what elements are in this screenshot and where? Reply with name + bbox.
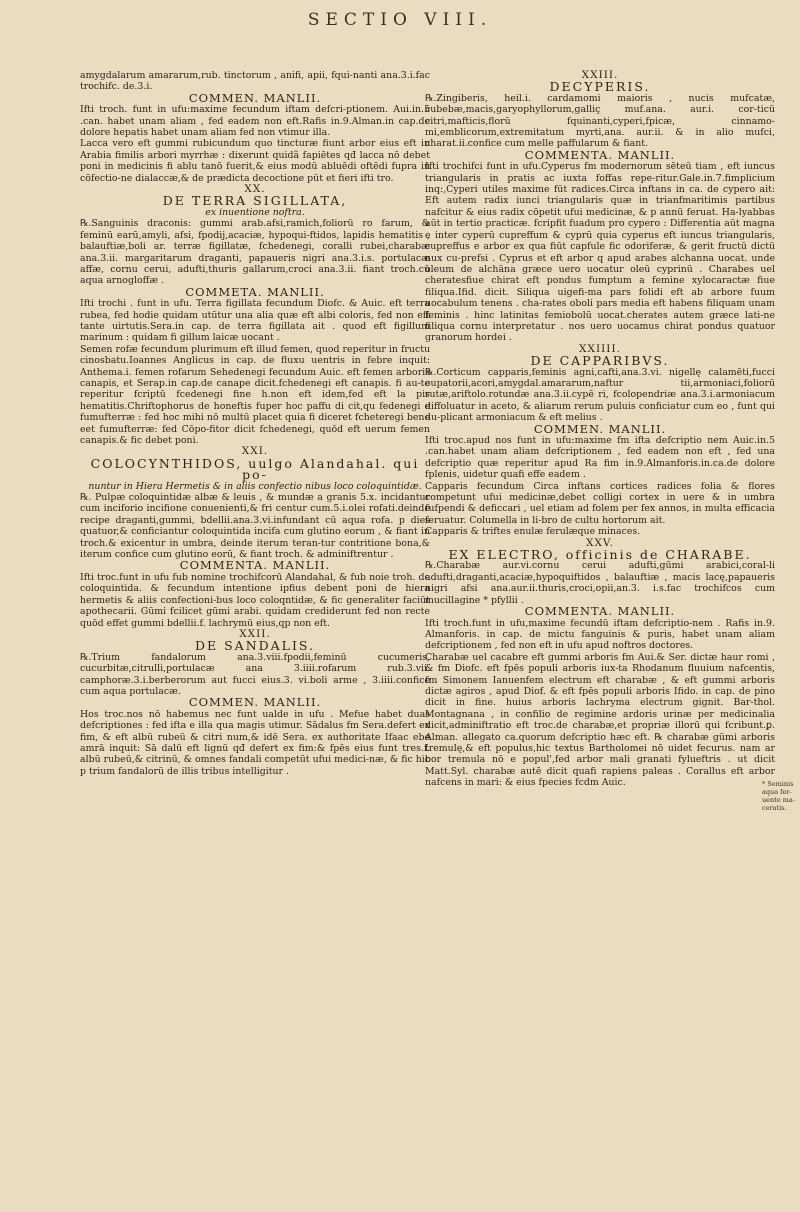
section-title: DE SANDALIS.: [194, 638, 316, 654]
section-number: XXII.: [239, 627, 271, 640]
commentary-heading: COMMEN. MANLII.: [188, 90, 322, 105]
paragraph: ℞.Zingiberis, heil.i. cardamomi maioris , nucis mufcatæ, cubebæ,macis,garyophyllorum,galliç muf.ana. aur.i. cor-ticū citri,mafticis,florū fquinanti,cyperi,fpicæ, cinnamo-mi,emblicorum,extremitatum myrti,ana. aur.ii. & in alio mufci, charat.ii.confice cum melle paffularum & fiant.: [425, 92, 775, 150]
paragraph: ℞.Sanguinis draconis: gummi arab.afsi,ramich,foliorū ro farum, & feminū earū,amyli, afsi, fpodij,acaciæ, hypoqui-ftidos, lapidis hematitis , balauftiæ,boli ar. terræ figillatæ, fchedenegi, coralli rubei,charabæ ana.3.ii. margaritarum draganti, papaueris nigri ana.3.i.s. portulacæ affæ, cornu cerui, adufti,thuris gallarum,croci ana.3.ii. fiant troch.cū aqua arnogloffæ .: [80, 218, 430, 287]
section-number: XXIIII.: [579, 342, 621, 355]
section-number: XX.: [244, 183, 266, 196]
paragraph: Ifti troch. funt in ufu:maxime fecundum iftam defcri-ptionem. Aui.in.5 .can. habet unam aliam , fed eadem non eft.Rafis in.9.Alman.in cap.de dolore hepatis habet unam aliam fed non vtimur illa.: [80, 104, 430, 139]
commentary-heading: COMMENTA. MANLII.: [524, 147, 676, 162]
paragraph: Ifti trochi . funt in ufu. Terra figillata fecundum Diofc. & Auic. eft terra rubea, fed hodie quidam utūtur una alia quæ eft albi coloris, fed non eft tante uirtutis.Sera.in cap. de terra figillata ait . quod eft figillum marinum : quidam fi gillum laicæ uocant .: [80, 298, 430, 344]
paragraph: ℞.Charabæ aur.vi.cornu cerui adufti,gūmi arabici,coral-li adufti,draganti,acaciæ,hypoquiftidos , balauftiæ , macis lacę,papaueris nigri afsi ana.aur.ii.thuris,croci,opii,an.3. i.s.fac trochifcos cum mucillagine * pfyllii .: [425, 560, 775, 606]
section-title: EX ELECTRO, officinis de CHARABE.: [448, 547, 752, 563]
paragraph: Ifti troc.apud nos funt in ufu:maxime fm ifta defcriptio nem Auic.in.5 .can.habet unam aliam defcriptionem , fed eadem non eft , fed una defcriptio quæ reperitur apud Ra fim in.9.Almanforis.in.ca.de dolore fplenis, uidetur quafi effe eadem .: [425, 435, 775, 481]
section-number: XXV.: [585, 536, 615, 549]
paragraph: ℞. Pulpæ coloquintidæ albæ & leuis , & mundæ a granis 5.x. incidantur cum inciforio incifione conuenienti,& fri centur cum.5.i.olei rofati.deinde recipe draganti,gummi, bdellii.ana.3.vi.infundant cū aqua rofa. p dies quatuor,& conficiantur coloquintida incifa cum glutino eorum , & fiant in troch.& exicentur in umbra, deinde iterum teran-tur contritione bona,& iterum confice cum glutino eorū, & fiant troch. & adminiftrentur .: [80, 492, 430, 561]
section-title: DECYPERIS.: [549, 79, 651, 95]
section-title: DE CAPPARIBVS.: [530, 353, 670, 369]
running-head: SECTIO VIII.: [307, 10, 493, 30]
section-subtitle: ex inuentione noftra.: [205, 206, 305, 218]
margin-note: * Seminis aqua fer- uente ma- ceratis.: [762, 780, 795, 812]
paragraph: ℞.Trium fandalorum ana.3.viii.fpodii,feminū cucumeris, cucurbitæ,citrulli,portulacæ ana 3.iiii.rofarum rub.3.vii. camphoræ.3.i.berberorum aut fucci eius.3. vi.boli arme , 3.iiii.confice cum aqua portulacæ.: [80, 651, 430, 697]
paragraph: Charabæ uel cacabre eft gummi arboris fm Aui.& Ser. dictæ haur romi , & fm Diofc. eft fpēs populi arboris iux-ta Rhodanum fluuium nafcentis, fm Simonem Ianuenfem electrum eft charabæ , & eft gummi arboris dictæ agiros , apud Diof. & eft fpēs populi arboris Ifido. in cap. de pino dicit in fine. huius arboris lachryma electrum gignit. Bar-thol. Montagnana , in confilio de regimine ardoris urinæ per medicinalia dicit,adminiftratio eft troc.de charabæ,et propriæ illorū qui fcribunt.ꝑ. Alman. allegato ca.quorum defcriptio hæc eft. ℞ charabæ gūmi arboris tremulę,& eft populus,hic textus Bartholomei nō uidet fecurus. nam ar bor tremula nō e popul',fed arbor mali granati fylueftris . ut dicit Matt.Syl. charabæ autē dicit quafi rapiens paleas . Corallus eft arbor nafcens in mari: & eius fpecies fcdm Auic.: [425, 651, 775, 789]
paragraph: Ifti troc.funt in ufu fub nomine trochifcorū Alandahal, & fub noie troh. de coloquintida. & fecundum intentione ipfius debent poni de hiera hermetis & aliis confectioni-bus loco coloqntidæ, & fic generaliter faciūt apothecarii. Gūmi fcilicet gūmi arabi. quidam crediderunt fed non recte quōd effet gummi bdellii.f. lachrymū eius,qp non eft.: [80, 571, 430, 629]
commentary-heading: COMMENTA. MANLII.: [179, 558, 331, 573]
paragraph: Capparis fecundum Circa inftans cortices radices folia & flores competunt ufui medicinæ,debet colligi cortex in uere & in umbra fufpendi & deficcari , uel etiam ad folem per fex annos, in multa efficacia feruatur. Columella in li-bro de cultu hortorum ait.: [425, 480, 775, 526]
paragraph: Capparis & triftes enulæ ferulæque minaces.: [425, 526, 641, 538]
paragraph: Hos troc.nos nō habemus nec funt ualde in ufu . Mefue habet duas defcriptiones : fed ifta e illa qua magis utimur. Sādalus fm Sera.defert ex fim, & eft albū rubeū & citri num,& idē Sera. ex authoritate Ifaac ebe amrā inquit: Sā dalū eft lignū qđ defert ex fim:& fpēs eius funt tres.f. albū rubeū,& citrinū, & omnes fandali competūt ufui medici-næ, & fic hic p trium fandalorū de illis tribus intelligitur .: [80, 708, 430, 777]
section-subtitle: nuntur in Hiera Hermetis & in aliis confectio nibus loco coloquintidæ.: [88, 480, 422, 492]
section-title: DE TERRA SIGILLATA,: [162, 193, 348, 209]
commentary-heading: COMMETA. MANLII.: [185, 284, 325, 299]
left-column: [80, 70, 430, 777]
commentary-heading: COMMEN. MANLII.: [188, 695, 322, 710]
paragraph: ℞.Corticum capparis,feminis agni,cafti,ana.3.vi. nigellę calamēti,fucci eupatorii,acori,amygdal.amararum,naftur tii,armoniaci,foliorū rutæ,ariftolo.rotundæ ana.3.ii.cypē ri, fcolopendriæ ana.3.i.armoniacum diffoluatur in aceto, & aliarum rerum puluis conficiatur cum eo , funt qui du-plicant armoniacum & eft melius .: [425, 366, 775, 424]
paragraph: Lacca vero eft gummi rubicundum quo tincturæ fiunt arbor eius eft in Arabia fimilis arbori myrrhæ : dixerunt quidã fapiētes qđ lacca nō debet poni in medicinis fi ablu tanō fuerit,& eius modū abluēdi oftēdi fupra in cōfectio-ne dialaccæ,& de prædicta decoctione pūt et fieri ifti tro.: [80, 138, 430, 184]
commentary-heading: COMMEN. MANLII.: [533, 421, 667, 436]
paragraph: amygdalarum amararum,rub. tinctorum , anifi, apii, fqui-nanti ana.3.i.fac trochifc. de.3.i.: [80, 70, 430, 93]
paragraph: Semen rofæ fecundum plurimum eft illud femen, quod reperitur in fructu cinosbatu.Ioannes Anglicus in cap. de fluxu uentris in febre inquit: Anthema.i. femen rofarum Sehedenegi fecundum Auic. eft femen arboris canapis, et Serap.in cap.de canape dicit.fchedenegi eft canapis. fi au-te reperitur fcriptū fcedenegi fine h.non eft idem,fed eft la pis hematitis.Chriftophorus de honeftis fuper hoc paffu di cit,qu fedenegi e fumufterræ : fed hoc mihi nō multū placet quia fi diceret fcheteregi bene eet fumufterræ: fed Cōpo-fitor dicit fchedenegi, quōd eft uerum femen canapis.& fic debet poni.: [80, 343, 430, 446]
right-column: [425, 70, 775, 789]
section-title: COLOCYNTHIDOS, uulgo Alandahal. qui po-: [90, 455, 420, 483]
paragraph: Ifti troch.funt in ufu,maxime fecundū iftam defcriptio-nem . Rafis in.9. Almanforis. in cap. de mictu fanguinis & puris, habet unam aliam defcriptionem , fed non eft in ufu apud noftros doctores.: [425, 617, 775, 652]
section-number: XXIII.: [581, 69, 619, 81]
commentary-heading: COMMENTA. MANLII.: [524, 604, 676, 619]
section-number: XXI.: [241, 445, 269, 458]
paragraph: Ifti trochifci funt in ufu.Cyperus fm modernorum sēteū tiam , eft iuncus triangularis in pratis ac iuxta foffas repe-ritur.Gale.in.7.fimplicium inq:,Cyperi utiles maxime fūt radices.Circa inftans in ca. de cypero ait: Eft autem radix iunci triangularis quæ in trianfmaritimis partibus nafcitur & eius radix cōpetit ufui medicinæ, & p annū feruat. Ha-lyabbas aūt in tertio practicæ. fcripfit fuadum pro cypero : Differentia aūt magna e inter cyperū cupreffum & cyprū quia cyperus eft iuncus triangularis, cupreffus e arbor ex qua fiūt capfule fic odoriferæ, & gerit fructū dictū nux cu-prefsi . Cyprus et eft arbor q apud arabes alchanna uocat. unde oleum de alchāna græce uero uocatur oleū cyprinū . Charabes uel cheratesfiue chirat eft pondus fumptum a femine xylocaractæ fiue filiqua.Ifid. dicit. Siliqua uigefi-ma pars folidi eft ab arbore fuum uocabulum tenens . cha-rates oboli pars media eft habens filiquam unam feminis . hinc latinitas femiobolū uocat.cherates autem græce lati-ne filiqua cornu interpretatur . nos uero uocamus chirat pondus quatuor granorum hordei .: [425, 161, 775, 344]
